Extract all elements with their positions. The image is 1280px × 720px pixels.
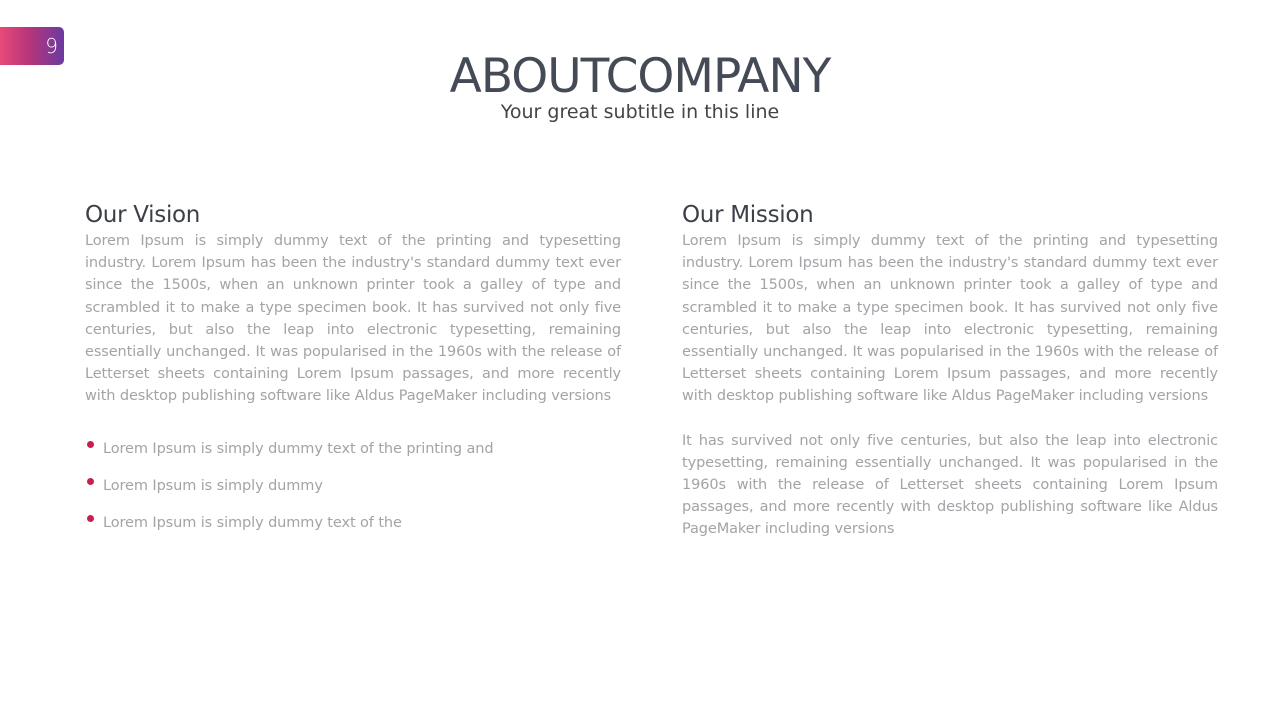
mission-body-secondary: It has survived not only five centuries, but also the leap into electronic typesetting, remaining essentially unchanged. It was popularised in the 1960s with the release of Letterset sheets containing Lorem Ipsum passages, and more recently with desktop publishing software like Aldus PageMaker including versions [682,432,1218,538]
list-item-text: Lorem Ipsum is simply dummy text of the printing and [103,441,494,457]
mission-body: Lorem Ipsum is simply dummy text of the printing and typesetting industry. Lorem Ipsum has been the industry's standard dummy text ever since the 1500s, when an unknown printer took a galley of type and scrambled it to make a type specimen book. It has survived not only five centuries, but also the leap into electronic typesetting, remaining essentially unchanged. It was popularised in the 1960s with the release of Letterset sheets containing Lorem Ipsum passages, and more recently with desktop publishing software like Aldus PageMaker including versions [682,233,1218,405]
bullet-dot-icon [87,441,94,448]
vision-body: Lorem Ipsum is simply dummy text of the printing and typesetting industry. Lorem Ipsum has been the industry's standard dummy text ever since the 1500s, when an unknown printer took a galley of type and scrambled it to make a type specimen book. It has survived not only five centuries, but also the leap into electronic typesetting, remaining essentially unchanged. It was popularised in the 1960s with the release of Letterset sheets containing Lorem Ipsum passages, and more recently with desktop publishing software like Aldus PageMaker including versions [85,233,621,405]
list-item [85,512,621,549]
slide-number: 9 [45,34,58,58]
bullet-dot-icon [87,515,94,522]
mission-heading: Our Mission [682,202,814,228]
vision-section [85,200,621,408]
list-item-text: Lorem Ipsum is simply dummy [103,478,323,494]
list-item [85,438,621,475]
list-item-text: Lorem Ipsum is simply dummy text of the [103,515,402,531]
bullet-dot-icon [87,478,94,485]
page-subtitle: Your great subtitle in this line [500,101,780,123]
vision-bullet-list [85,438,621,549]
list-item [85,475,621,512]
page-title: ABOUTCOMPANY [449,49,831,104]
mission-section [682,200,1218,541]
vision-heading: Our Vision [85,202,201,228]
